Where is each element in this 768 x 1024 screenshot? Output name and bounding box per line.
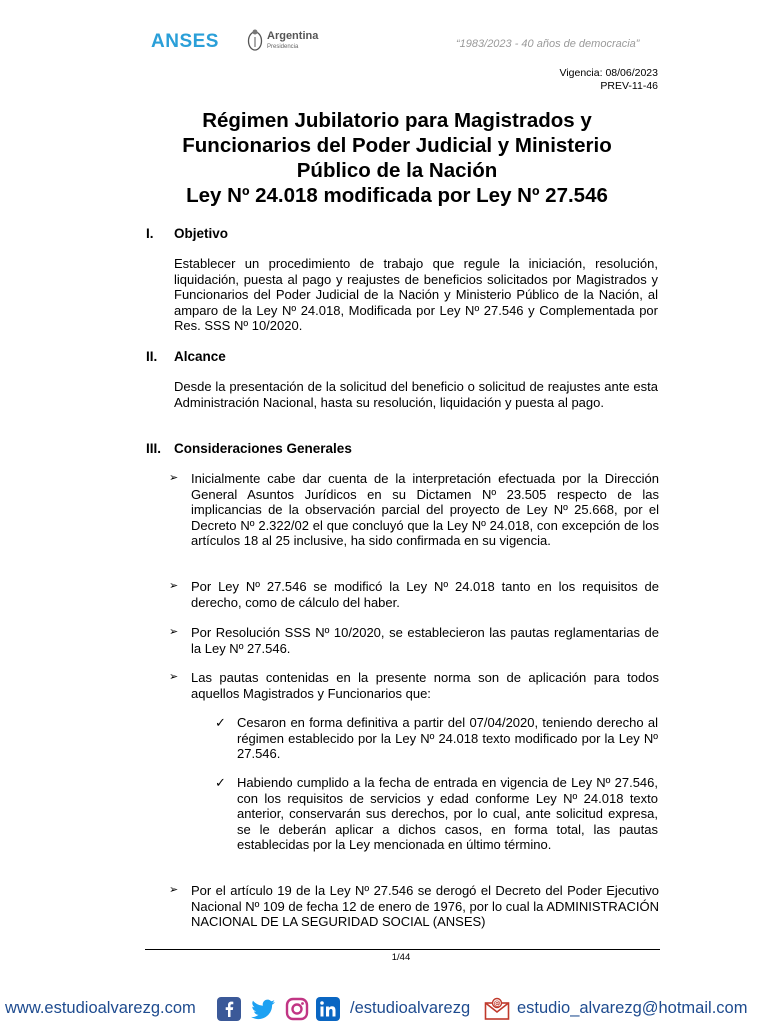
email-address[interactable]: estudio_alvarezg@hotmail.com xyxy=(517,999,748,1017)
vigencia-date: Vigencia: 08/06/2023 xyxy=(559,67,658,79)
anses-logo: ANSES xyxy=(151,31,219,52)
website-link[interactable]: www.estudioalvarezg.com xyxy=(5,999,196,1017)
presidencia-label: Presidencia xyxy=(267,44,299,50)
page-header xyxy=(0,0,768,70)
check-icon: ✓ xyxy=(215,775,226,790)
sub-list-item xyxy=(215,715,658,762)
list-item xyxy=(169,579,659,610)
sub-list-item xyxy=(215,775,658,853)
linkedin-icon[interactable] xyxy=(316,997,340,1021)
section-heading-consideraciones xyxy=(146,441,352,456)
list-item-text: Por Ley Nº 27.546 se modificó la Ley Nº 24.018 tanto en los requisitos de derecho, como de cálculo del haber. xyxy=(191,579,659,610)
document-meta xyxy=(560,67,658,93)
democracy-motto: “1983/2023 - 40 años de democracia” xyxy=(456,38,640,50)
social-handle[interactable]: /estudioalvarezg xyxy=(350,999,471,1017)
section-heading-alcance xyxy=(146,349,226,364)
arrow-bullet-icon: ➢ xyxy=(169,580,179,592)
arrow-bullet-icon: ➢ xyxy=(169,884,179,896)
arrow-bullet-icon: ➢ xyxy=(169,671,179,683)
list-item-text: Inicialmente cabe dar cuenta de la interpretación efectuada por la Dirección General Asuntos Jurídicos en su Dictamen Nº 23.505 respecto de las implicancias de la observación parcial del proyecto de Ley Nº 25.668, por el Decreto Nº 2.322/02 el que concluyó que la Ley Nº 24.018, con excepción de los artículos 18 al 25 inclusive, ha sido confirmada en su vigencia. xyxy=(191,471,659,548)
document-title xyxy=(130,108,664,208)
page-number: 1/44 xyxy=(391,952,411,963)
promo-footer xyxy=(0,995,768,1024)
title-line: Público de la Nación xyxy=(296,159,498,182)
list-item xyxy=(169,471,659,549)
list-item-text: Por Resolución SSS Nº 10/2020, se establecieron las pautas reglamentarias de la Ley Nº 27.546. xyxy=(191,625,659,656)
list-item-text: Las pautas contenidas en la presente norma son de aplicación para todos aquellos Magistrados y Funcionarios que: xyxy=(191,670,659,701)
title-line: Ley Nº 24.018 modificada por Ley Nº 27.546 xyxy=(186,184,608,207)
arrow-bullet-icon: ➢ xyxy=(169,472,179,484)
twitter-icon[interactable] xyxy=(251,997,277,1021)
alcance-paragraph: Desde la presentación de la solicitud del beneficio o solicitud de reajustes ante esta Administración Nacional, hasta su resolución, liquidación y puesta al pago. xyxy=(174,379,658,410)
section-number: III. xyxy=(146,441,162,456)
sub-list-item-text: Cesaron en forma definitiva a partir del 07/04/2020, teniendo derecho al régimen establecido por la Ley Nº 24.018 texto modificado por la Ley Nº 27.546. xyxy=(237,715,658,761)
sub-list-item-text: Habiendo cumplido a la fecha de entrada en vigencia de Ley Nº 27.546, con los requisitos de servicios y edad conforme Ley Nº 24.018 texto anterior, conservarán sus derechos, por lo cual, ante solicitud expresa, se le deberán aplicar a dichos casos, en forma total, las pautas establecidas por la Ley mencionada en último término. xyxy=(237,775,658,852)
title-line: Funcionarios del Poder Judicial y Ministerio xyxy=(182,134,612,157)
instagram-icon[interactable] xyxy=(285,997,309,1021)
section-title: Consideraciones Generales xyxy=(174,441,352,456)
section-title: Objetivo xyxy=(174,226,229,241)
arrow-bullet-icon: ➢ xyxy=(169,626,179,638)
check-icon: ✓ xyxy=(215,715,226,730)
section-number: II. xyxy=(146,349,158,364)
footer-divider xyxy=(145,949,660,950)
facebook-icon[interactable] xyxy=(217,997,241,1021)
svg-text:@: @ xyxy=(493,999,501,1008)
list-item xyxy=(169,883,659,930)
section-heading-objetivo xyxy=(146,226,228,241)
objetivo-paragraph: Establecer un procedimiento de trabajo que regule la iniciación, resolución, liquidación, puesta al pago y reajustes de beneficios solicitados por Magistrados y Funcionarios del Poder Judicial de la Nación y Ministerio Público de la Nación, al amparo de la Ley Nº 24.018, Modificada por Ley Nº 27.546 y Complementada por Res. SSS Nº 10/2020. xyxy=(174,256,658,333)
section-number: I. xyxy=(146,226,154,241)
document-code: PREV-11-46 xyxy=(600,80,658,92)
section-title: Alcance xyxy=(174,349,226,364)
list-item xyxy=(169,625,659,656)
email-icon xyxy=(484,997,510,1021)
argentina-label: Argentina xyxy=(267,30,319,42)
title-line: Régimen Jubilatorio para Magistrados y xyxy=(202,109,592,132)
argentina-emblem-icon xyxy=(247,28,263,52)
list-item xyxy=(169,670,659,701)
list-item-text: Por el artículo 19 de la Ley Nº 27.546 se derogó el Decreto del Poder Ejecutivo Nacional Nº 109 de fecha 12 de enero de 1976, por lo cual la ADMINISTRACIÓN NACIONAL DE LA SEGURIDAD SOCIAL (ANSES) xyxy=(191,883,659,929)
